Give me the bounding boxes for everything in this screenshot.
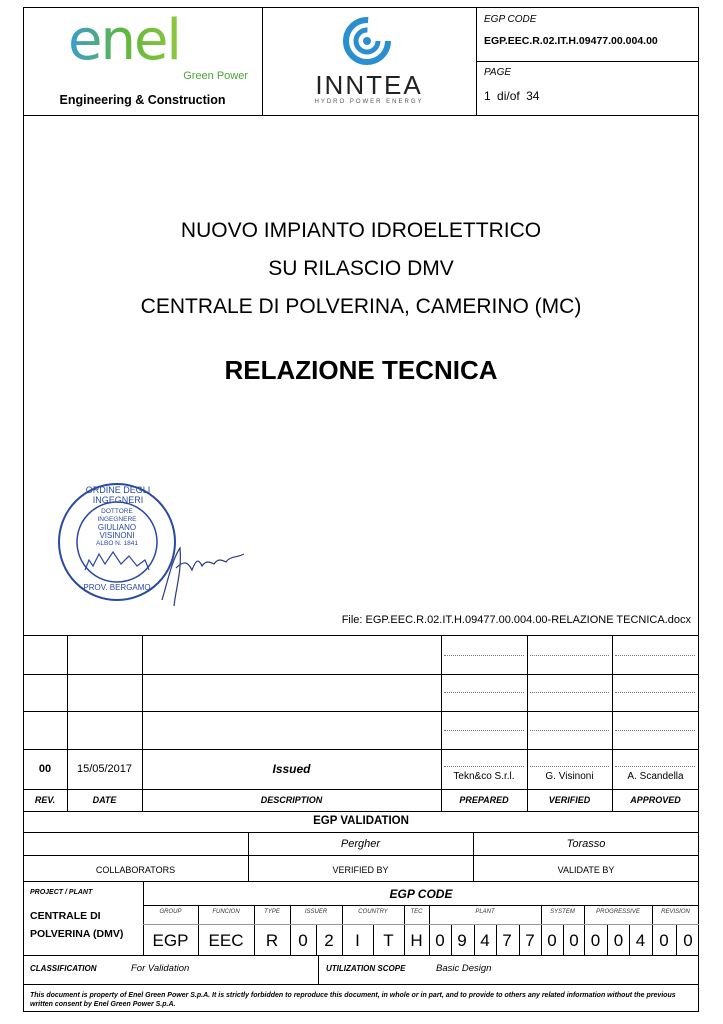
page-separator: di/of	[497, 89, 520, 103]
signature-icon	[158, 540, 253, 610]
code-value-issuer: 2	[324, 931, 334, 950]
enel-sub: Green Power	[183, 70, 248, 82]
rev-header-description: DESCRIPTION	[260, 795, 323, 805]
title-line-2: SU RILASCIO DMV	[268, 257, 454, 280]
code-label-funcion: FUNCION	[212, 909, 240, 915]
rev-header-prepared: PREPARED	[459, 795, 509, 805]
header-divider-3	[476, 61, 699, 62]
code-value-type: R	[265, 931, 279, 950]
rev-dots-11	[530, 766, 609, 767]
project-label: PROJECT / PLANT	[30, 889, 93, 896]
utilization-scope-label: UTILIZATION SCOPE	[326, 964, 406, 973]
rev-header-rev: REV.	[34, 795, 56, 805]
code-value-tec: H	[410, 931, 423, 950]
rev-dots-5	[530, 692, 609, 693]
inntea-sub: HYDRO POWER ENERGY	[314, 99, 424, 105]
code-label-line	[143, 924, 699, 925]
code-label-plant: PLANT	[475, 909, 495, 915]
rev-col-1	[67, 635, 68, 811]
code-value-plant: 7	[525, 931, 535, 950]
rev-header-verified: VERIFIED	[548, 795, 591, 805]
class-col	[318, 955, 319, 984]
project-name	[30, 907, 123, 943]
svg-text:enel: enel	[68, 15, 180, 70]
code-label-revision: REVISION	[661, 909, 690, 915]
code-value-revision: 0	[683, 931, 693, 950]
code-value-progressive: 0	[590, 931, 601, 950]
stamp-l3: GIULIANO	[97, 523, 137, 532]
validation-title: EGP VALIDATION	[313, 815, 409, 827]
rev-dots-2	[530, 655, 609, 656]
stamp-center	[77, 508, 157, 548]
val-line-1	[23, 832, 699, 833]
code-label-issuer: ISSUER	[304, 909, 328, 915]
code-value-plant: 4	[480, 931, 490, 950]
code-title-line	[143, 905, 699, 906]
rev-bottom-line	[23, 811, 699, 812]
code-value-revision: 0	[659, 931, 669, 950]
page-label: PAGE	[484, 67, 512, 78]
rev-top-line	[23, 635, 699, 636]
document-title	[23, 212, 699, 326]
rev-line-2	[23, 711, 699, 712]
file-name: File: EGP.EEC.R.02.IT.H.09477.00.004.00-RELAZIONE TECNICA.docx	[341, 614, 691, 626]
code-bottom-line	[23, 955, 699, 956]
stamp-ring-bottom: PROV. BERGAMO	[83, 583, 151, 592]
rev-col-2	[142, 635, 143, 811]
rev-number: 00	[38, 763, 52, 775]
page-total: 34	[526, 89, 540, 103]
stamp-ring-top: ORDINE DEGLI INGEGNERI	[85, 485, 151, 505]
code-value-group: EGP	[152, 931, 189, 950]
code-value-plant: 7	[502, 931, 512, 950]
code-value-issuer: 0	[298, 931, 308, 950]
code-value-country: I	[355, 931, 360, 950]
project-name-line-2: POLVERINA (DMV)	[30, 928, 124, 940]
classification-value: For Validation	[131, 963, 190, 974]
code-label-system: SYSTEM	[550, 909, 575, 915]
val-line-2	[23, 855, 699, 856]
inntea-swirl-icon	[342, 16, 392, 66]
validate-by-label: VALIDATE BY	[557, 865, 615, 875]
rev-dots-4	[444, 692, 524, 693]
title-line-1: NUOVO IMPIANTO IDROELETTRICO	[180, 219, 542, 242]
classification-label: CLASSIFICATION	[30, 964, 97, 973]
collaborators-label: COLLABORATORS	[95, 865, 176, 875]
enel-division: Engineering & Construction	[59, 93, 226, 107]
code-value-progressive: 4	[635, 931, 646, 950]
rev-col-3	[441, 635, 442, 811]
page-counter	[484, 89, 539, 103]
rev-dots-6	[615, 692, 695, 693]
rev-verified: G. Visinoni	[545, 771, 594, 782]
code-label-group: GROUP	[159, 909, 182, 915]
egp-code-value: EGP.EEC.R.02.IT.H.09477.00.004.00	[484, 35, 658, 47]
rev-dots-1	[444, 655, 524, 656]
code-value-progressive: 0	[613, 931, 624, 950]
val-line-3	[23, 881, 699, 882]
rev-dots-10	[444, 766, 524, 767]
header-bottom-line	[23, 115, 699, 116]
code-label-country: COUNTRY	[358, 909, 388, 915]
egp-code-title: EGP CODE	[389, 887, 453, 901]
enel-logo-icon	[68, 15, 238, 70]
rev-header-date: DATE	[92, 795, 117, 805]
page-number: 1	[484, 89, 491, 103]
utilization-scope-value: Basic Design	[436, 963, 492, 974]
disclaimer: This document is property of Enel Green Power S.p.A. It is strictly forbidden to reproduce this document, in whole or in part, and to provide to others any related information without the previous written consent by Enel Green Power S.p.A.	[30, 992, 676, 1008]
class-bottom-line	[23, 984, 699, 985]
document-type: RELAZIONE TECNICA	[224, 355, 498, 385]
code-label-type: TYPE	[264, 909, 280, 915]
code-value-plant: 0	[435, 931, 445, 950]
stamp-l2: INGEGNERE	[97, 516, 137, 523]
enel-logo-block	[23, 10, 262, 115]
validation-validated-name: Torasso	[566, 838, 606, 850]
rev-description: Issued	[272, 762, 311, 776]
code-label-tec: TEC	[410, 909, 423, 915]
rev-dots-3	[615, 655, 695, 656]
rev-prepared: Tekn&co S.r.l.	[453, 771, 515, 782]
code-value-system: 0	[547, 931, 557, 950]
code-value-country: T	[383, 931, 394, 950]
rev-col-4	[527, 635, 528, 811]
rev-date: 15/05/2017	[76, 763, 133, 775]
stamp-l5: ALBO N. 1841	[96, 540, 138, 547]
stamp-l4: VISINONI	[99, 531, 135, 540]
code-label-progressive: PROGRESSIVE	[596, 909, 640, 915]
rev-dots-9	[615, 730, 695, 731]
rev-line-3	[23, 749, 699, 750]
rev-approved: A. Scandella	[627, 771, 684, 782]
verified-by-label: VERIFIED BY	[332, 865, 389, 875]
rev-header-approved: APPROVED	[630, 795, 681, 805]
stamp-l1: DOTTORE	[101, 508, 133, 515]
inntea-logo: INNTEA	[315, 70, 423, 100]
egp-code-label: EGP CODE	[484, 14, 537, 25]
rev-col-5	[612, 635, 613, 811]
validation-verified-name: Pergher	[340, 838, 381, 850]
inntea-logo-block	[262, 10, 476, 115]
rev-dots-7	[444, 730, 524, 731]
project-name-line-1: CENTRALE DI	[30, 910, 101, 922]
rev-line-1	[23, 674, 699, 675]
rev-line-4	[23, 789, 699, 790]
code-value-plant: 9	[457, 931, 467, 950]
code-value-system: 0	[569, 931, 579, 950]
rev-dots-8	[530, 730, 609, 731]
code-value-funcion: EEC	[208, 931, 244, 950]
rev-dots-12	[615, 766, 695, 767]
title-line-3: CENTRALE DI POLVERINA, CAMERINO (MC)	[140, 295, 582, 318]
